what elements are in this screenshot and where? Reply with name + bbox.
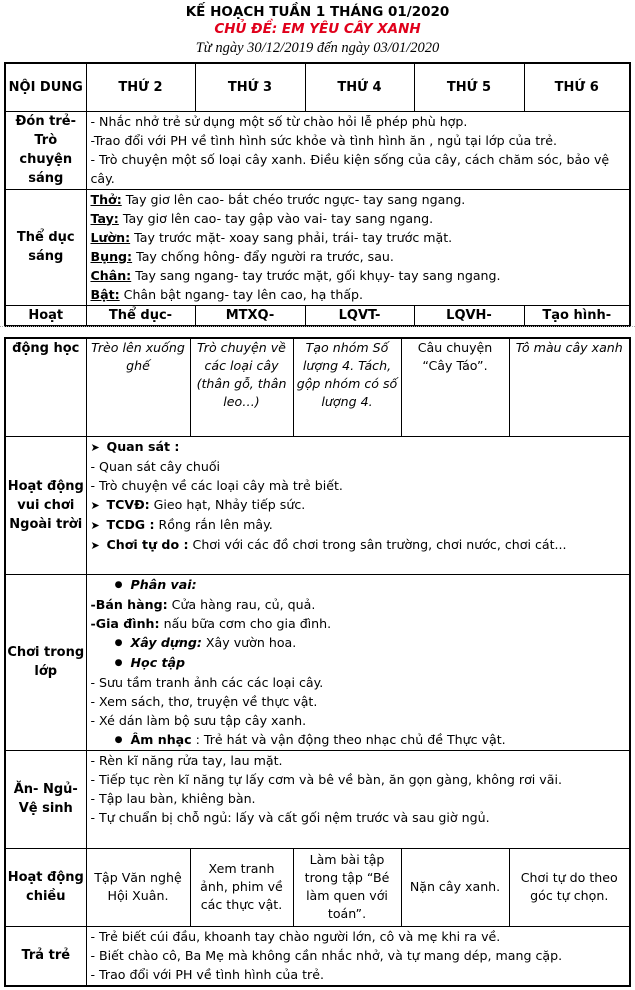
build-text: Xây vườn hoa. bbox=[201, 634, 297, 650]
pickup-line: - Trao đổi với PH về tình hình của trẻ. bbox=[90, 966, 324, 982]
exercise-text: Tay giơ lên cao- tay gập vào vai- tay sang ngang. bbox=[118, 210, 434, 226]
day-header-wed: THỨ 4 bbox=[305, 63, 414, 111]
tcdg-text: Rồng rắn lên mây. bbox=[154, 516, 273, 532]
study-line: - Xem sách, thơ, truyện về thực vật. bbox=[90, 693, 318, 709]
topic-thu: Câu chuyện “Cây Táo”. bbox=[401, 338, 509, 436]
subject-tue: MTXQ- bbox=[195, 305, 305, 326]
observe-line: - Trò chuyện về các loại cây mà trẻ biết. bbox=[90, 477, 343, 493]
hygiene-label: Ăn- Ngủ- Vệ sinh bbox=[5, 750, 86, 848]
day-header-mon: THỨ 2 bbox=[86, 63, 195, 111]
topic-fri: Tô màu cây xanh bbox=[509, 338, 630, 436]
exercise-key: Chân: bbox=[90, 267, 132, 283]
arrow-bullet-icon: ➤ bbox=[90, 440, 100, 454]
hygiene-content bbox=[86, 750, 630, 848]
dot-bullet-icon: ● bbox=[114, 637, 123, 648]
exercise-text: Chân bật ngang- tay lên cao, hạ thấp. bbox=[119, 286, 364, 302]
hygiene-line: - Rèn kĩ năng rửa tay, lau mặt. bbox=[90, 752, 283, 768]
outdoor-content bbox=[86, 436, 630, 574]
welcome-line: - Nhắc nhở trẻ sử dụng một số từ chào hỏi lễ phép phù hợp. bbox=[90, 113, 468, 129]
study-line: - Sưu tầm tranh ảnh các các loại cây. bbox=[90, 674, 324, 690]
study-line: - Xé dán làm bộ sưu tập cây xanh. bbox=[90, 712, 307, 728]
exercise-item bbox=[91, 285, 626, 304]
exercise-content bbox=[86, 189, 630, 305]
topic-tue: Trò chuyện về các loại cây (thân gỗ, thân leo…) bbox=[190, 338, 293, 436]
exercise-text: Tay trước mặt- xoay sang phải, trái- tay trước mặt. bbox=[130, 229, 453, 245]
afternoon-tue: Xem tranh ảnh, phim về các thực vật. bbox=[190, 848, 293, 926]
afternoon-thu: Nặn cây xanh. bbox=[401, 848, 509, 926]
outdoor-label: Hoạt động vui chơi Ngoài trời bbox=[5, 436, 86, 574]
page-title: KẾ HOẠCH TUẦN 1 THÁNG 01/2020 bbox=[185, 4, 450, 20]
weekly-plan-table-part-2 bbox=[4, 337, 631, 987]
learning-label-bottom: động học bbox=[5, 338, 86, 436]
exercise-row bbox=[5, 189, 630, 305]
arrow-bullet-icon: ➤ bbox=[90, 538, 100, 552]
subject-fri: Tạo hình- bbox=[524, 305, 630, 326]
afternoon-mon: Tập Văn nghệ Hội Xuân. bbox=[86, 848, 190, 926]
subject-thu: LQVH- bbox=[414, 305, 524, 326]
exercise-key: Bụng: bbox=[90, 248, 133, 264]
build-label: Xây dựng: bbox=[130, 634, 202, 650]
outdoor-row bbox=[5, 436, 630, 574]
hygiene-row bbox=[5, 750, 630, 848]
exercise-item bbox=[91, 247, 626, 266]
weekly-plan-table-part-1 bbox=[4, 62, 631, 327]
welcome-content bbox=[86, 111, 630, 189]
dot-bullet-icon: ● bbox=[114, 579, 123, 590]
header-row bbox=[5, 63, 630, 111]
welcome-line: -Trao đổi với PH về tình hình sức khỏe và tình hình ăn , ngủ tại lớp của trẻ. bbox=[90, 132, 558, 148]
exercise-key: Thở: bbox=[90, 191, 122, 207]
exercise-label: Thể dục sáng bbox=[5, 189, 86, 305]
study-label: Học tập bbox=[130, 654, 186, 670]
exercise-item bbox=[91, 228, 626, 247]
music-text: : Trẻ hát và vận động theo nhạc chủ đề Thực vật. bbox=[191, 731, 506, 747]
exercise-key: Tay: bbox=[90, 210, 119, 226]
welcome-label: Đón trẻ- Trò chuyện sáng bbox=[5, 111, 86, 189]
content-column-header: NỘI DUNG bbox=[5, 63, 86, 111]
pickup-line: - Biết chào cô, Ba Mẹ mà không cần nhắc nhở, và tự mang dép, mang cặp. bbox=[90, 947, 563, 963]
indoor-row bbox=[5, 574, 630, 750]
sell-label: -Bán hàng: bbox=[90, 596, 168, 612]
pickup-content bbox=[86, 926, 630, 986]
day-header-fri: THỨ 6 bbox=[524, 63, 630, 111]
pickup-row bbox=[5, 926, 630, 986]
pickup-line: - Trẻ biết cúi đầu, khoanh tay chào người lớn, cô và mẹ khi ra về. bbox=[90, 928, 501, 944]
subject-mon: Thể dục- bbox=[86, 305, 195, 326]
date-range: Từ ngày 30/12/2019 đến ngày 03/01/2020 bbox=[195, 40, 440, 56]
pickup-label: Trả trẻ bbox=[5, 926, 86, 986]
tcdg-label: TCDG : bbox=[106, 516, 155, 532]
learning-subject-row bbox=[5, 305, 630, 326]
dot-bullet-icon: ● bbox=[114, 657, 123, 668]
exercise-item bbox=[91, 190, 626, 209]
hygiene-line: - Tiếp tục rèn kĩ năng tự lấy cơm và bê về bàn, ăn gọn gàng, không rơi vãi. bbox=[90, 771, 562, 787]
arrow-bullet-icon: ➤ bbox=[90, 518, 100, 532]
page-break bbox=[0, 326, 635, 328]
tcvd-label: TCVĐ: bbox=[106, 496, 150, 512]
afternoon-label: Hoạt động chiều bbox=[5, 848, 86, 926]
family-text: nấu bữa cơm cho gia đình. bbox=[159, 615, 332, 631]
subject-wed: LQVT- bbox=[305, 305, 414, 326]
exercise-text: Tay giơ lên cao- bắt chéo trước ngực- tay sang ngang. bbox=[121, 191, 466, 207]
afternoon-row bbox=[5, 848, 630, 926]
sell-text: Cửa hàng rau, củ, quả. bbox=[167, 596, 316, 612]
exercise-key: Bật: bbox=[90, 286, 120, 302]
day-header-tue: THỨ 3 bbox=[195, 63, 305, 111]
topic-wed: Tạo nhóm Số lượng 4. Tách, gộp nhóm có số lượng 4. bbox=[293, 338, 401, 436]
exercise-item bbox=[91, 209, 626, 228]
afternoon-wed: Làm bài tập trong tập “Bé làm quen với toán”. bbox=[293, 848, 401, 926]
indoor-content bbox=[86, 574, 630, 750]
learning-topic-row bbox=[5, 338, 630, 436]
topic-mon: Trèo lên xuống ghế bbox=[86, 338, 190, 436]
free-play-label: Chơi tự do : bbox=[106, 536, 189, 552]
afternoon-fri: Chơi tự do theo góc tự chọn. bbox=[509, 848, 630, 926]
music-label: Âm nhạc bbox=[130, 731, 192, 747]
exercise-text: Tay chống hông- đẩy người ra trước, sau. bbox=[132, 248, 394, 264]
observe-label: Quan sát : bbox=[106, 438, 180, 454]
learning-label-top: Hoạt bbox=[5, 305, 86, 326]
exercise-key: Lườn: bbox=[90, 229, 131, 245]
hygiene-line: - Tự chuẩn bị chỗ ngủ: lấy và cất gối nệm trước và sau giờ ngủ. bbox=[90, 809, 490, 825]
day-header-thu: THỨ 5 bbox=[414, 63, 524, 111]
family-label: -Gia đình: bbox=[90, 615, 160, 631]
observe-line: - Quan sát cây chuối bbox=[90, 458, 221, 474]
tcvd-text: Gieo hạt, Nhảy tiếp sức. bbox=[149, 496, 306, 512]
dot-bullet-icon: ● bbox=[114, 734, 123, 745]
arrow-bullet-icon: ➤ bbox=[90, 498, 100, 512]
theme-title: CHỦ ĐỀ: EM YÊU CÂY XANH bbox=[214, 21, 421, 37]
indoor-label: Chơi trong lớp bbox=[5, 574, 86, 750]
exercise-item bbox=[91, 266, 626, 285]
welcome-line: - Trò chuyện một số loại cây xanh. Điều kiện sống của cây, cách chăm sóc, bảo vệ cây. bbox=[90, 151, 610, 186]
roleplay-label: Phân vai: bbox=[130, 576, 197, 592]
exercise-text: Tay sang ngang- tay trước mặt, gối khụy- tay sang ngang. bbox=[131, 267, 501, 283]
hygiene-line: - Tập lau bàn, khiêng bàn. bbox=[90, 790, 256, 806]
free-play-text: Chơi với các đồ chơi trong sân trường, chơi nước, chơi cát... bbox=[188, 536, 567, 552]
welcome-row bbox=[5, 111, 630, 189]
